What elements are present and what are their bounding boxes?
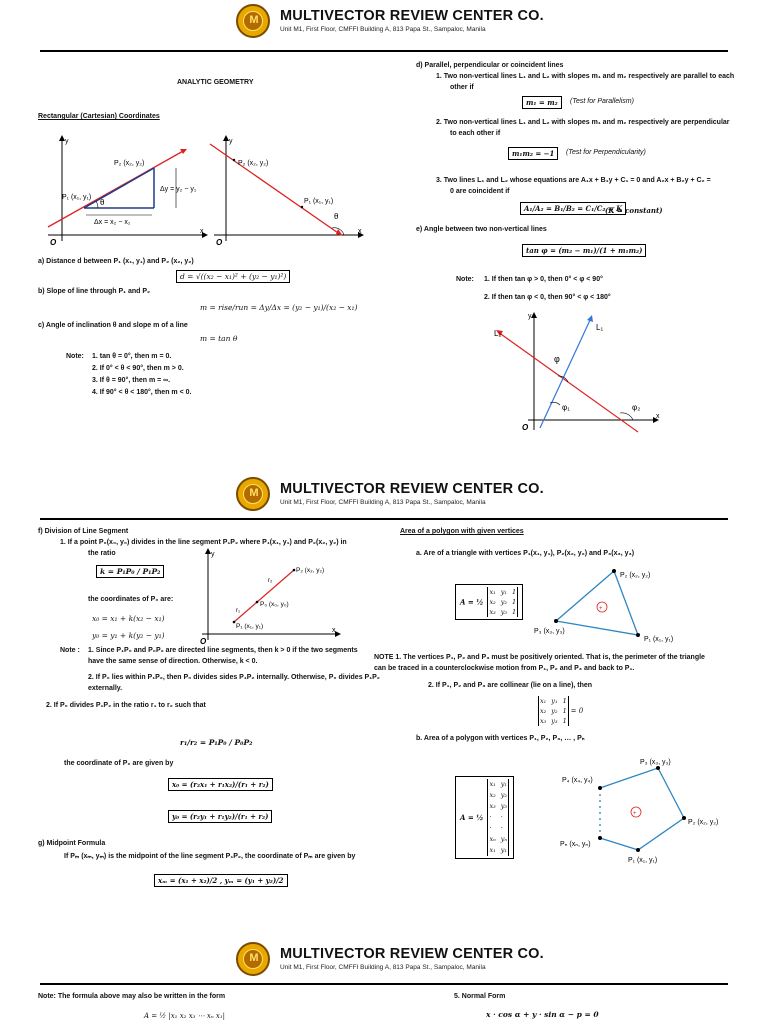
svg-text:x: x: [358, 228, 362, 235]
company-title: MULTIVECTOR REVIEW CENTER CO.: [280, 946, 544, 962]
svg-text:L₁: L₁: [596, 323, 604, 332]
area-a-text: a. Are of a triangle with vertices P₁(x₁, y₁), P₂(x₂, y₂) and P₃(x₃, y₃): [416, 550, 635, 557]
page3-formula-stub: A = ½ |x₁ x₂ x₃ ⋯ xₙ x₁|: [144, 1012, 226, 1020]
item-b-label: b) Slope of line through P₁ and P₂: [38, 288, 151, 295]
slope-formula: m = rise/run = Δy/Δx = (y₂ − y₁)/(x₂ − x₁): [200, 303, 358, 312]
section-title: Rectangular (Cartesian) Coordinates: [38, 113, 160, 120]
f1-text-b: the ratio: [88, 550, 116, 557]
normal-form-formula: x · cos α + y · sin α − p = 0: [486, 1010, 599, 1019]
x0-ratio-formula: x₀ = (r₂x₁ + r₁x₂)/(r₁ + r₂): [168, 778, 273, 791]
area-title: Area of a polygon with given vertices: [400, 528, 524, 535]
page-header-1: [0, 0, 768, 40]
collinear-text: 2. If P₁, P₂ and P₃ are collinear (lie on a line), then: [428, 682, 593, 689]
svg-text:P₂ (x₂, y₂): P₂ (x₂, y₂): [296, 567, 325, 574]
angle-formula: tan φ = (m₂ − m₁)/(1 + m₁m₂): [522, 244, 646, 257]
parallel-test: (Test for Parallelism): [570, 98, 634, 105]
company-address: Unit M1, First Floor, CMFFI Building A, 813 Papa St., Sampaloc, Manila: [280, 499, 486, 506]
svg-text:P₃ (x₃, y₃): P₃ (x₃, y₃): [640, 759, 671, 766]
coincident-formula: A₁/A₂ = B₁/B₂ = C₁/C₂ = K: [520, 202, 626, 215]
e-note-label: Note:: [456, 276, 474, 283]
x0-formula: x₀ = x₁ + k(x₂ − x₁): [92, 614, 165, 623]
item-c-label: c) Angle of inclination θ and slope m of a line: [38, 322, 188, 329]
note-f2: 2. If P₀ lies within P₁P₂, then P₀ divides sides P₁P₂ internally. Otherwise, P₀ divides P₁P₂: [88, 674, 380, 681]
svg-text:Pₙ (xₙ, yₙ): Pₙ (xₙ, yₙ): [560, 841, 591, 848]
f1-text: 1. If a point P₀(x₀, y₀) divides in the line segment P₁P₂ where P₁(x₁, y₁) and P₂(x₂, y₂) in: [60, 539, 347, 546]
header-rule: [40, 518, 728, 520]
f2-text: 2. If P₀ divides P₁P₂ in the ratio r₁ to r₂ such that: [46, 702, 206, 709]
item-g-label: g) Midpoint Formula: [38, 840, 106, 847]
header-rule: [40, 50, 728, 52]
triangle-diagram: [530, 565, 690, 645]
item-e-label: e) Angle between two non-vertical lines: [416, 226, 547, 233]
d1-text-b: other if: [450, 84, 474, 91]
note-4: 4. If 90° < θ < 180°, then m < 0.: [92, 389, 192, 396]
item-f-label: f) Division of Line Segment: [38, 528, 129, 535]
svg-text:y: y: [229, 138, 233, 145]
svg-text:P₂ (x₂, y₂): P₂ (x₂, y₂): [114, 160, 145, 167]
note-f2-b: externally.: [88, 685, 123, 692]
page-header-2: [0, 473, 768, 513]
logo: M: [236, 4, 270, 38]
company-title: MULTIVECTOR REVIEW CENTER CO.: [280, 481, 544, 497]
coincident-k: (K = constant): [605, 206, 663, 215]
svg-text:P₂ (x₂, y₂): P₂ (x₂, y₂): [620, 572, 651, 579]
svg-text:x: x: [332, 627, 336, 634]
polygon-diagram: [556, 754, 736, 866]
d2-text: 2. Two non-vertical lines L₁ and L₂ with slopes m₁ and m₂ respectively are perpendicular: [436, 119, 730, 126]
svg-text:P₁ (x₁, y₁): P₁ (x₁, y₁): [236, 623, 264, 630]
svg-text:P₂ (x₂, y₂): P₂ (x₂, y₂): [238, 160, 269, 167]
parallel-formula: m₁ = m₂: [522, 96, 562, 109]
y0-ratio-formula: y₀ = (r₂y₁ + r₁y₂)/(r₁ + r₂): [168, 810, 272, 823]
triangle-area-formula: A = ½ x₁ y₁ 1 x₂ y₂ 1 x₃ y₃ 1: [455, 584, 523, 620]
coords-label: the coordinates of P₀ are:: [88, 596, 174, 603]
logo: M: [236, 477, 270, 511]
svg-text:Δx = x₂ − x₁: Δx = x₂ − x₁: [94, 219, 131, 226]
d2-text-b: to each other if: [450, 130, 501, 137]
svg-text:φ₂: φ₂: [632, 403, 641, 412]
note-label-2: Note :: [60, 647, 80, 654]
note-label: Note:: [66, 353, 84, 360]
company-title: MULTIVECTOR REVIEW CENTER CO.: [280, 8, 544, 24]
svg-text:φ₁: φ₁: [562, 403, 570, 412]
svg-text:y: y: [65, 138, 69, 145]
note-tri-b: can be traced in a counterclockwise motion from P₁, P₂ and P₃ and back to P₁.: [374, 665, 635, 672]
header-rule: [40, 983, 728, 985]
company-address: Unit M1, First Floor, CMFFI Building A, 813 Papa St., Sampaloc, Manila: [280, 26, 486, 33]
inclination-diagram: [206, 135, 371, 250]
e-note-2: 2. If then tan φ < 0, then 90° < φ < 180°: [484, 294, 611, 301]
d3-text: 3. Two lines L₁ and L₂ whose equations are A₁x + B₁y + C₁ = 0 and A₂x + B₂y + C₂ =: [436, 177, 711, 184]
svg-text:θ: θ: [100, 198, 105, 207]
svg-text:+: +: [599, 606, 603, 612]
distance-formula: d = √((x₂ − x₁)² + (y₂ − y₁)²): [176, 270, 290, 283]
coord-given: the coordinate of P₀ are given by: [64, 760, 174, 767]
note-f1-b: have the same sense of direction. Otherwise, k < 0.: [88, 658, 258, 665]
company-address: Unit M1, First Floor, CMFFI Building A, 813 Papa St., Sampaloc, Manila: [280, 964, 486, 971]
k-ratio-formula: k = P₁P₀ / P₁P₂: [96, 565, 164, 578]
normal-form-label: 5. Normal Form: [454, 993, 506, 1000]
area-b-text: b. Area of a polygon with vertices P₁, P₂, P₃, … , Pₙ: [416, 735, 585, 742]
svg-text:y: y: [528, 313, 532, 320]
distance-diagram: [40, 135, 210, 250]
svg-text:P₀ (x₀, y₀): P₀ (x₀, y₀): [260, 601, 289, 608]
svg-text:+: +: [633, 811, 637, 817]
d3-text-b: 0 are coincident if: [450, 188, 510, 195]
page-title: ANALYTIC GEOMETRY: [177, 79, 254, 86]
note-tri: NOTE 1. The vertices P₁, P₂ and P₃ must be positively oriented. That is, the perimeter of the triangle: [374, 654, 705, 661]
perpendicular-test: (Test for Perpendicularity): [566, 149, 646, 156]
d1-text: 1. Two non-vertical lines L₁ and L₂ with slopes m₁ and m₂ respectively are parallel to each: [436, 73, 735, 80]
svg-text:x: x: [656, 413, 660, 420]
polygon-area-formula: A = ½ x₁ y₁ x₂ y₂ x₃ y₃ · · · · xₙ yₙ x₁ y₁: [455, 776, 514, 859]
svg-text:P₁ (x₁, y₁): P₁ (x₁, y₁): [644, 636, 674, 643]
svg-text:P₁ (x₁, y₁): P₁ (x₁, y₁): [62, 194, 92, 201]
note-3: 3. If θ = 90°, then m = ∞.: [92, 377, 171, 384]
ratio-formula: r₁/r₂ = P₁P₀ / P₀P₂: [180, 738, 253, 747]
svg-text:y: y: [211, 551, 215, 558]
collinear-determinant: x₁ y₁ 1 x₂ y₂ 1 x₃ y₃ 1 = 0: [540, 697, 584, 725]
perpendicular-formula: m₁m₂ = −1: [508, 147, 558, 160]
svg-text:x: x: [200, 228, 204, 235]
svg-text:O: O: [50, 238, 57, 247]
svg-text:O: O: [216, 238, 223, 247]
svg-text:Δy = y₂ − y₁: Δy = y₂ − y₁: [160, 186, 197, 193]
tan-formula: m = tan θ: [200, 334, 238, 343]
svg-text:r₁: r₁: [236, 608, 241, 614]
svg-text:P₁ (x₁, y₁): P₁ (x₁, y₁): [304, 198, 334, 205]
svg-text:φ: φ: [554, 354, 560, 364]
page3-note: Note: The formula above may also be written in the form: [38, 993, 226, 1000]
svg-text:P₂ (x₂, y₂): P₂ (x₂, y₂): [688, 819, 719, 826]
svg-text:P₁ (x₁, y₁): P₁ (x₁, y₁): [628, 857, 658, 864]
svg-text:P₃ (x₃, y₃): P₃ (x₃, y₃): [534, 628, 565, 635]
item-a-label: a) Distance d between P₁ (x₁, y₁) and P₂ (x₂, y₂): [38, 258, 194, 265]
svg-text:O: O: [522, 423, 529, 432]
note-f1: 1. Since P₁P₀ and P₀P₂ are directed line segments, then k > 0 if the two segments: [88, 647, 358, 654]
svg-text:P₄ (x₄, y₄): P₄ (x₄, y₄): [562, 777, 593, 784]
midpoint-formula: xₘ = (x₁ + x₂)/2 , yₘ = (y₁ + y₂)/2: [154, 874, 288, 887]
e-note-1: 1. If then tan φ > 0, then 0° < φ < 90°: [484, 276, 603, 283]
svg-text:O: O: [200, 637, 207, 646]
svg-text:L₂: L₂: [494, 329, 502, 338]
g-text: If Pₘ (xₘ, yₘ) is the midpoint of the line segment P₁P₂, the coordinate of Pₘ are given by: [64, 853, 356, 860]
logo: M: [236, 942, 270, 976]
item-d-label: d) Parallel, perpendicular or coincident lines: [416, 62, 564, 69]
division-diagram: [198, 548, 343, 648]
note-1: 1. tan θ = 0°, then m = 0.: [92, 353, 172, 360]
page-header-3: [0, 938, 768, 978]
two-lines-diagram: [488, 310, 668, 435]
note-2: 2. If 0° < θ < 90°, then m > 0.: [92, 365, 184, 372]
y0-formula: y₀ = y₁ + k(y₂ − y₁): [92, 631, 165, 640]
svg-text:r₂: r₂: [268, 578, 273, 584]
svg-text:θ: θ: [334, 212, 339, 221]
